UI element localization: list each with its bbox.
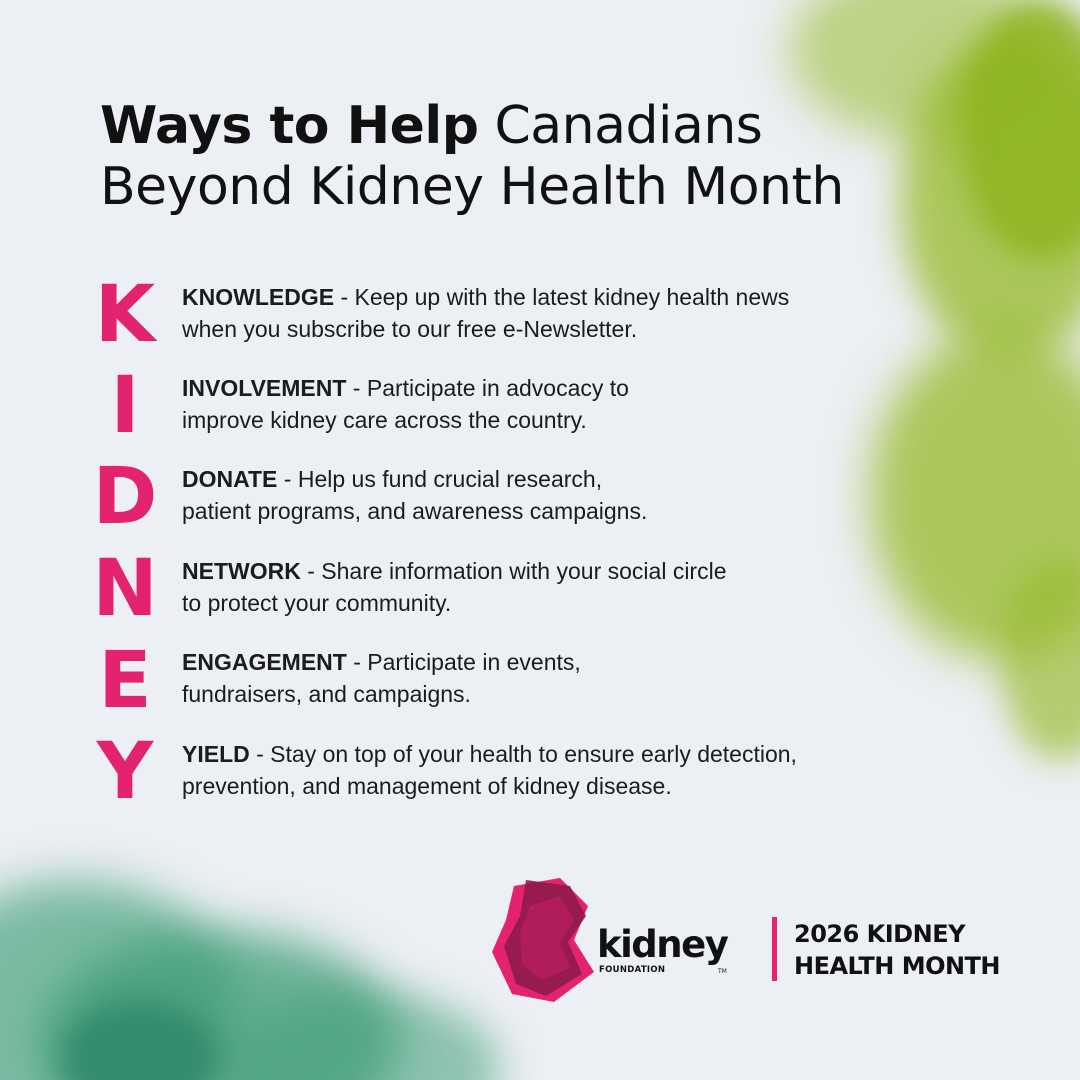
item-text: - Share information with your social circle (300, 558, 727, 584)
list-item-involvement (182, 372, 922, 436)
item-keyword: KNOWLEDGE (182, 284, 335, 310)
item-text: - Help us fund crucial research, (277, 466, 603, 492)
item-text: when you subscribe to our free e-Newsletter. (182, 316, 638, 342)
acrostic-letter-d: D (92, 452, 158, 542)
list-item-knowledge (182, 281, 922, 345)
trademark-mark: TM (718, 968, 727, 975)
item-text: - Participate in advocacy to (346, 375, 629, 401)
acrostic-letter-i: I (110, 361, 140, 451)
page-title (100, 96, 1000, 219)
logo-subword: FOUNDATION (599, 965, 666, 975)
logo-wordmark: kidney (597, 923, 728, 966)
acrostic-letter-e: E (98, 636, 152, 726)
item-text: to protect your community. (182, 590, 452, 616)
list-item-donate (182, 463, 922, 527)
event-title-line2: HEALTH MONTH (794, 952, 1001, 980)
item-text: prevention, and management of kidney disease. (182, 773, 672, 799)
title-line2: Beyond Kidney Health Month (100, 157, 844, 218)
title-bold: Ways to Help (100, 96, 479, 156)
item-keyword: NETWORK (182, 558, 301, 584)
item-text: patient programs, and awareness campaigns. (182, 498, 648, 524)
item-text: - Participate in events, (346, 649, 581, 675)
list-item-engagement (182, 646, 922, 710)
item-text: improve kidney care across the country. (182, 407, 587, 433)
event-title-line1: 2026 KIDNEY (794, 920, 965, 948)
item-text: fundraisers, and campaigns. (182, 681, 471, 707)
acrostic-letter-n: N (92, 544, 158, 634)
item-keyword: YIELD (182, 741, 250, 767)
item-keyword: ENGAGEMENT (182, 649, 347, 675)
item-keyword: INVOLVEMENT (182, 375, 347, 401)
list-item-network (182, 555, 922, 619)
title-rest: Canadians (478, 96, 763, 156)
kidney-foundation-logo-icon (490, 876, 600, 1006)
list-item-yield (182, 738, 922, 802)
pink-divider (772, 917, 777, 981)
acrostic-letter-k: K (94, 270, 156, 360)
item-keyword: DONATE (182, 466, 278, 492)
acrostic-letter-y: Y (96, 727, 154, 817)
item-text: - Stay on top of your health to ensure early detection, (249, 741, 797, 767)
item-text: - Keep up with the latest kidney health news (334, 284, 790, 310)
